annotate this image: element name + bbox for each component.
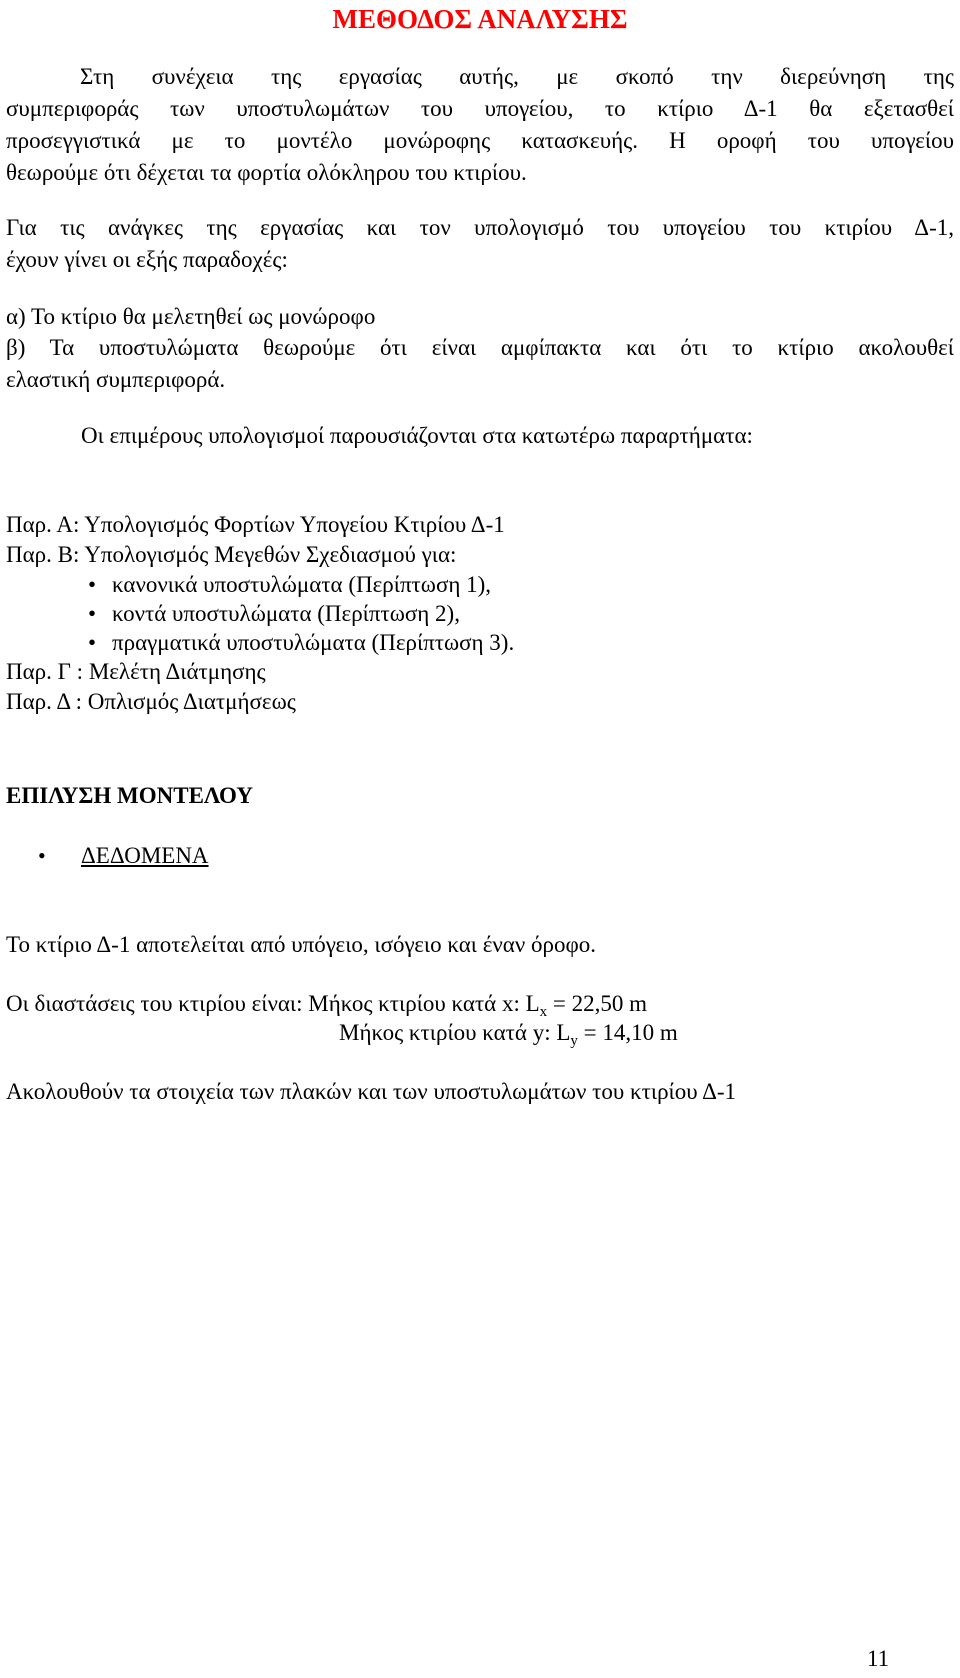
dimension-y-label: Μήκος κτιρίου κατά y: L [339, 1020, 571, 1045]
dimensions-intro: Οι διαστάσεις του κτιρίου είναι: [6, 991, 303, 1016]
appendix-c: Παρ. Γ : Μελέτη Διάτμησης [6, 659, 266, 684]
assumption-a: α) Το κτίριο θα μελετηθεί ως μονώροφο [6, 304, 376, 329]
follow-text: Ακολουθούν τα στοιχεία των πλακών και των υποστυλωμάτων του κτιρίου Δ-1 [6, 1079, 737, 1104]
intro-line-4: θεωρούμε ότι δέχεται τα φορτία ολόκληρου του κτιρίου. [6, 160, 527, 185]
dimensions-x-line [6, 988, 647, 1020]
section-heading: ΕΠΙΛΥΣΗ ΜΟΝΤΕΛΟΥ [6, 783, 253, 808]
data-heading-item [38, 840, 209, 872]
appendix-b-item-1-text: κανονικά υποστυλώματα (Περίπτωση 1), [112, 572, 492, 597]
assumptions-intro-line-2: έχουν γίνει οι εξής παραδοχές: [6, 247, 288, 272]
appendix-b-item-3 [88, 627, 514, 659]
dimension-x-subscript: x [539, 1004, 548, 1020]
appendix-d: Παρ. Δ : Οπλισμός Διατμήσεως [6, 689, 296, 714]
appendix-b: Παρ. Β: Υπολογισμός Μεγεθών Σχεδιασμού για: [6, 542, 457, 567]
calculations-intro: Οι επιμέρους υπολογισμοί παρουσιάζονται στα κατωτέρω παραρτήματα: [81, 423, 753, 448]
appendix-b-item-2 [88, 598, 460, 630]
dimension-y-subscript: y [570, 1033, 578, 1049]
intro-line-2: συμπεριφοράς των υποστυλωμάτων του υπογείου, το κτίριο Δ-1 θα εξετασθεί [6, 96, 954, 121]
intro-paragraph [6, 61, 954, 189]
assumption-b-line-1: β) Τα υποστυλώματα θεωρούμε ότι είναι αμφίπακτα και ότι το κτίριο ακολουθεί [6, 335, 954, 360]
assumptions-intro-line-1: Για τις ανάγκες της εργασίας και τον υπολογισμό του υπογείου του κτιρίου Δ-1, [6, 215, 954, 240]
data-heading: ΔΕΔΟΜΕΝΑ [81, 843, 209, 868]
bullet-icon: • [88, 572, 97, 597]
bullet-icon: • [88, 601, 97, 626]
building-description: Το κτίριο Δ-1 αποτελείται από υπόγειο, ισόγειο και έναν όροφο. [6, 932, 596, 957]
dimension-y-value: = 14,10 m [577, 1020, 678, 1045]
assumptions-intro-paragraph [6, 212, 954, 276]
intro-line-3: προσεγγιστικά με το μοντέλο μονώροφης κατασκευής. Η οροφή του υπογείου [6, 128, 954, 153]
bullet-icon: • [88, 630, 97, 655]
page-title: ΜΕΘΟΔΟΣ ΑΝΑΛΥΣΗΣ [332, 4, 628, 34]
dimension-x-label: Μήκος κτιρίου κατά x: L [308, 991, 540, 1016]
assumption-b-line-2: ελαστική συμπεριφορά. [6, 367, 226, 392]
intro-line-1: Στη συνέχεια της εργασίας αυτής, με σκοπό την διερεύνηση της [80, 64, 954, 89]
appendix-b-item-3-text: πραγματικά υποστυλώματα (Περίπτωση 3). [112, 630, 515, 655]
appendix-a: Παρ. Α: Υπολογισμός Φορτίων Υπογείου Κτιρίου Δ-1 [6, 512, 505, 537]
dimensions-y-line [339, 1017, 678, 1049]
assumption-b [6, 332, 954, 396]
appendix-b-item-2-text: κοντά υποστυλώματα (Περίπτωση 2), [112, 601, 460, 626]
appendix-b-item-1 [88, 569, 491, 601]
dimension-x-value: = 22,50 m [547, 991, 648, 1016]
bullet-icon: • [38, 843, 46, 868]
page-number: 11 [867, 1646, 890, 1671]
